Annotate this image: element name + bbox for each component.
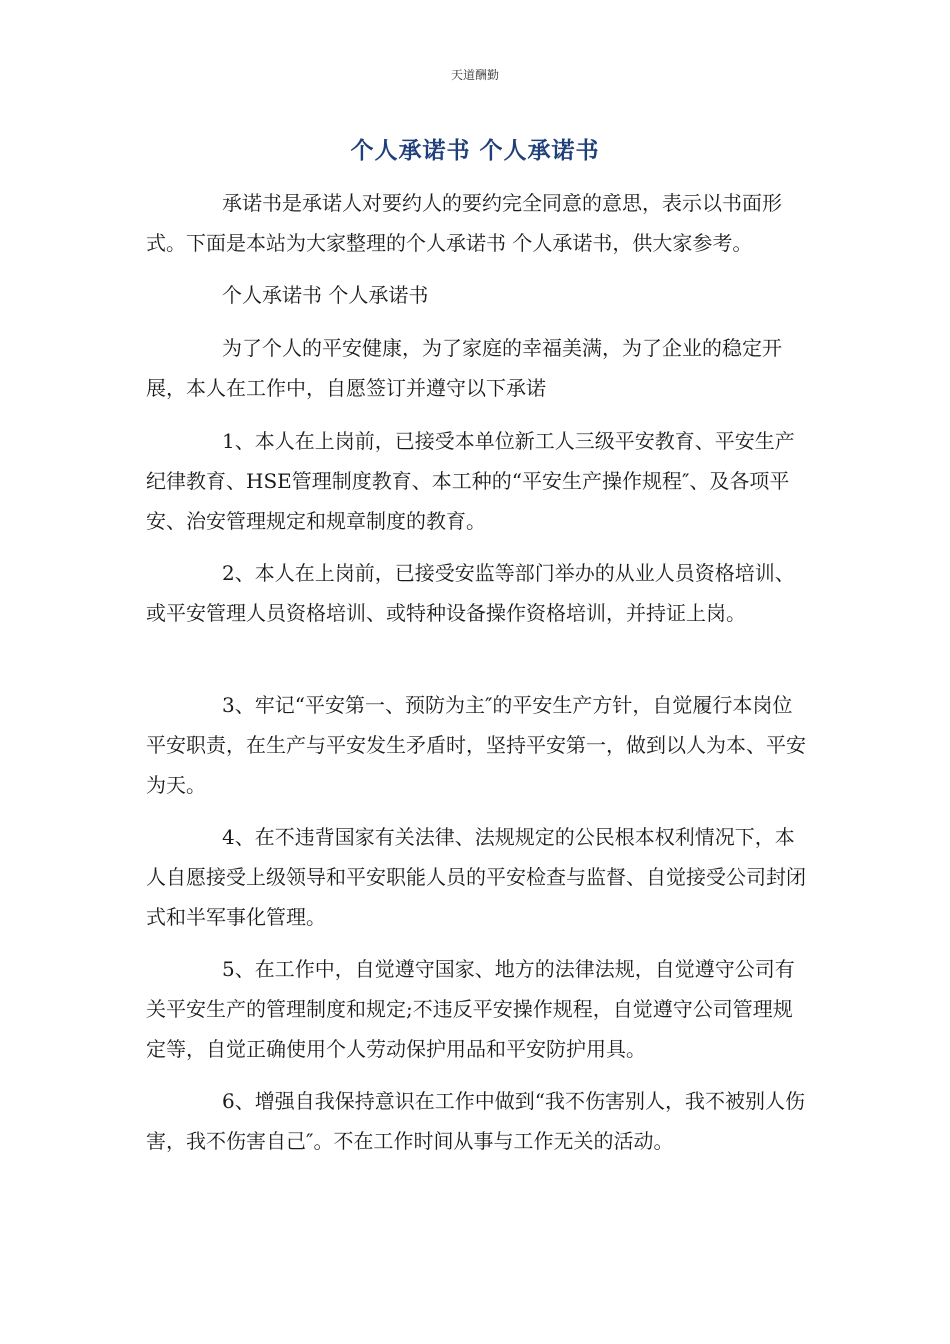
commitment-item-5: 5、在工作中，自觉遵守国家、地方的法律法规，自觉遵守公司有关平安生产的管理制度和规定;不违反平安操作规程，自觉遵守公司管理规定等，自觉正确使用个人劳动保护用品和平安防护用具。 (146, 957, 795, 1061)
intro-paragraph: 承诺书是承诺人对要约人的要约完全同意的意思，表示以书面形式。下面是本站为大家整理的个人承诺书 个人承诺书，供大家参考。 (146, 191, 782, 255)
document-title: 个人承诺书 个人承诺书 (350, 137, 600, 164)
commitment-item-6: 6、增强自我保持意识在工作中做到“我不伤害别人，我不被别人伤害，我不伤害自己″。不在工作时间从事与工作无关的活动。 (146, 1089, 805, 1153)
commitment-item-2: 2、本人在上岗前，已接受安监等部门举办的从业人员资格培训、或平安管理人员资格培训、或特种设备操作资格培训，并持证上岗。 (146, 561, 795, 625)
commitment-item-4: 4、在不违背国家有关法律、法规规定的公民根本权利情况下，本人自愿接受上级领导和平安职能人员的平安检查与监督、自觉接受公司封闭式和半军事化管理。 (146, 825, 806, 929)
section-heading: 个人承诺书 个人承诺书 (222, 283, 429, 307)
commitment-item-3: 3、牢记“平安第一、预防为主″的平安生产方针，自觉履行本岗位平安职责，在生产与平安发生矛盾时，坚持平安第一，做到以人为本、平安为天。 (146, 693, 806, 797)
commitment-item-1: 1、本人在上岗前，已接受本单位新工人三级平安教育、平安生产纪律教育、HSE管理制度教育、本工种的“平安生产操作规程″、及各项平安、治安管理规定和规章制度的教育。 (146, 429, 795, 533)
page-header: 天道酬勤 (450, 68, 499, 82)
preamble-paragraph: 为了个人的平安健康，为了家庭的幸福美满，为了企业的稳定开展，本人在工作中，自愿签订并遵守以下承诺 (146, 336, 782, 400)
